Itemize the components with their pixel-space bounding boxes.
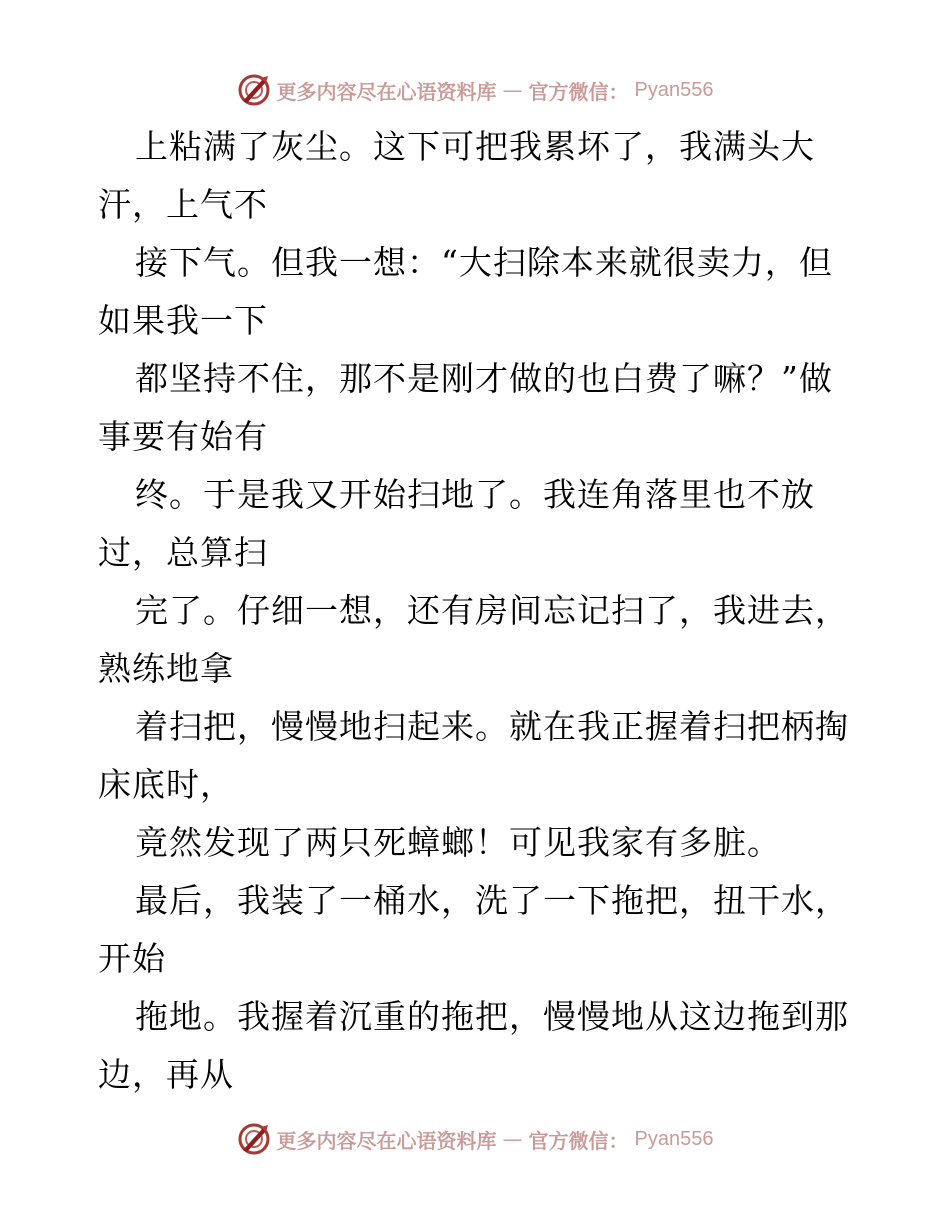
text-line: 熟练地拿 (98, 649, 234, 688)
footer-wechat-label: 官方微信： (528, 1128, 629, 1153)
text-line: 事要有始有 (98, 417, 268, 456)
text-line: 拖地。我握着沉重的拖把，慢慢地从这边拖到那 (135, 997, 849, 1036)
text-line: 最后，我装了一桶水，洗了一下拖把，扭干水， (135, 881, 849, 920)
text-line: 接下气。但我一想：“大扫除本来就很卖力，但 (135, 243, 833, 282)
header-watermark (0, 70, 950, 110)
text-line: 过，总算扫 (98, 533, 268, 572)
text-line: 边，再从 (98, 1055, 234, 1094)
text-line: 着扫把，慢慢地扫起来。就在我正握着扫把柄掏 (135, 707, 849, 746)
quill-logo-icon (237, 73, 271, 107)
text-line: 如果我一下 (98, 301, 268, 340)
text-line: 汗，上气不 (98, 185, 268, 224)
text-line: 都坚持不住，那不是刚才做的也白费了嘛？”做 (135, 359, 833, 398)
header-dash: — (502, 78, 523, 102)
text-line: 终。于是我又开始扫地了。我连角落里也不放 (135, 475, 815, 514)
text-line: 开始 (98, 939, 166, 978)
header-wechat-label: 官方微信： (528, 79, 629, 104)
footer-dash: — (502, 1127, 523, 1151)
text-line: 竟然发现了两只死蟑螂！可见我家有多脏。 (135, 823, 781, 862)
text-line: 完了。仔细一想，还有房间忘记扫了，我进去， (135, 591, 849, 630)
footer-watermark (0, 1119, 950, 1159)
text-line: 上粘满了灰尘。这下可把我累坏了，我满头大 (135, 127, 815, 166)
quill-logo-icon (237, 1122, 271, 1156)
header-wechat-id: Pyan556 (634, 78, 714, 101)
text-line: 床底时， (98, 765, 234, 804)
footer-site-text: 更多内容尽在心语资料库 (276, 1128, 497, 1153)
footer-wechat-id: Pyan556 (634, 1127, 714, 1150)
document-body (98, 118, 858, 1104)
header-site-text: 更多内容尽在心语资料库 (276, 79, 497, 104)
